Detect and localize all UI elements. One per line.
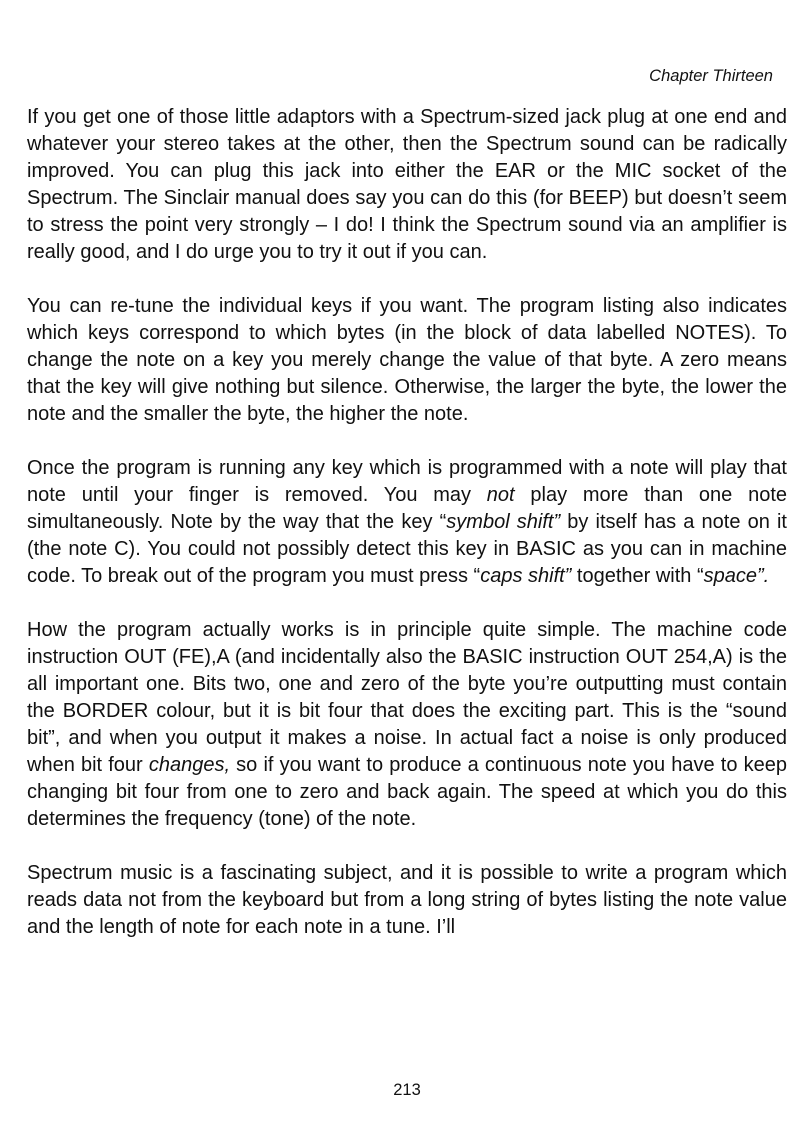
body-text — [27, 104, 787, 968]
paragraph — [27, 293, 787, 428]
italic-text-run: symbol shift” — [446, 511, 561, 533]
text-run: so if you want to produce a continuous note you have to keep changing bit four from one to zero and back again. The speed at which you do this determines the frequency (tone) of the note. — [27, 754, 787, 830]
paragraph — [27, 455, 787, 590]
page-number: 213 — [393, 1081, 421, 1099]
text-run: by itself has a note on it (the note C). You could not possibly detect this key in BASIC as you can in machine code. To break out of the program you must press “ — [27, 511, 787, 587]
chapter-header: Chapter Thirteen — [649, 67, 773, 85]
text-run: together with “ — [571, 565, 704, 587]
italic-text-run: changes, — [148, 754, 231, 776]
italic-text-run: not — [486, 484, 515, 506]
paragraph — [27, 860, 787, 941]
text-run: Spectrum music is a fascinating subject, and it is possible to write a program which reads data not from the keyboard but from a long string of bytes listing the note value and the length of note for each note in a tune. I’ll — [27, 862, 787, 938]
text-run: play more than one note simultaneously. Note by the way that the key “ — [27, 484, 787, 533]
text-run: You can re-tune the individual keys if you want. The program listing also indicates which keys correspond to which bytes (in the block of data labelled NOTES). To change the note on a key you merely change the value of that byte. A zero means that the key will give nothing but silence. Otherwise, the larger the byte, the lower the note and the smaller the byte, the higher the note. — [27, 295, 787, 425]
text-run: If you get one of those little adaptors with a Spectrum-sized jack plug at one end and whatever your stereo takes at the other, then the Spectrum sound can be radically improved. You can plug this jack into either the EAR or the MIC socket of the Spectrum. The Sinclair manual does say you can do this (for BEEP) but doesn’t seem to stress the point very strongly – I do! I think the Spectrum sound via an amplifier is really good, and I do urge you to try it out if you can. — [27, 106, 787, 263]
book-page — [27, 0, 787, 1135]
italic-text-run: caps shift” — [480, 565, 572, 587]
text-run: Once the program is running any key which is programmed with a note will play that note until your finger is removed. You may — [27, 457, 787, 506]
paragraph — [27, 617, 787, 833]
text-run: How the program actually works is in principle quite simple. The machine code instruction OUT (FE),A (and incidentally also the BASIC instruction OUT 254,A) is the all important one. Bits two, one and zero of the byte you’re outputting must contain the BORDER colour, but it is bit four that does the exciting part. This is the “sound bit”, and when you output it makes a noise. In actual fact a noise is only produced when bit four — [27, 619, 787, 776]
paragraph — [27, 104, 787, 266]
italic-text-run: space”. — [703, 565, 770, 587]
